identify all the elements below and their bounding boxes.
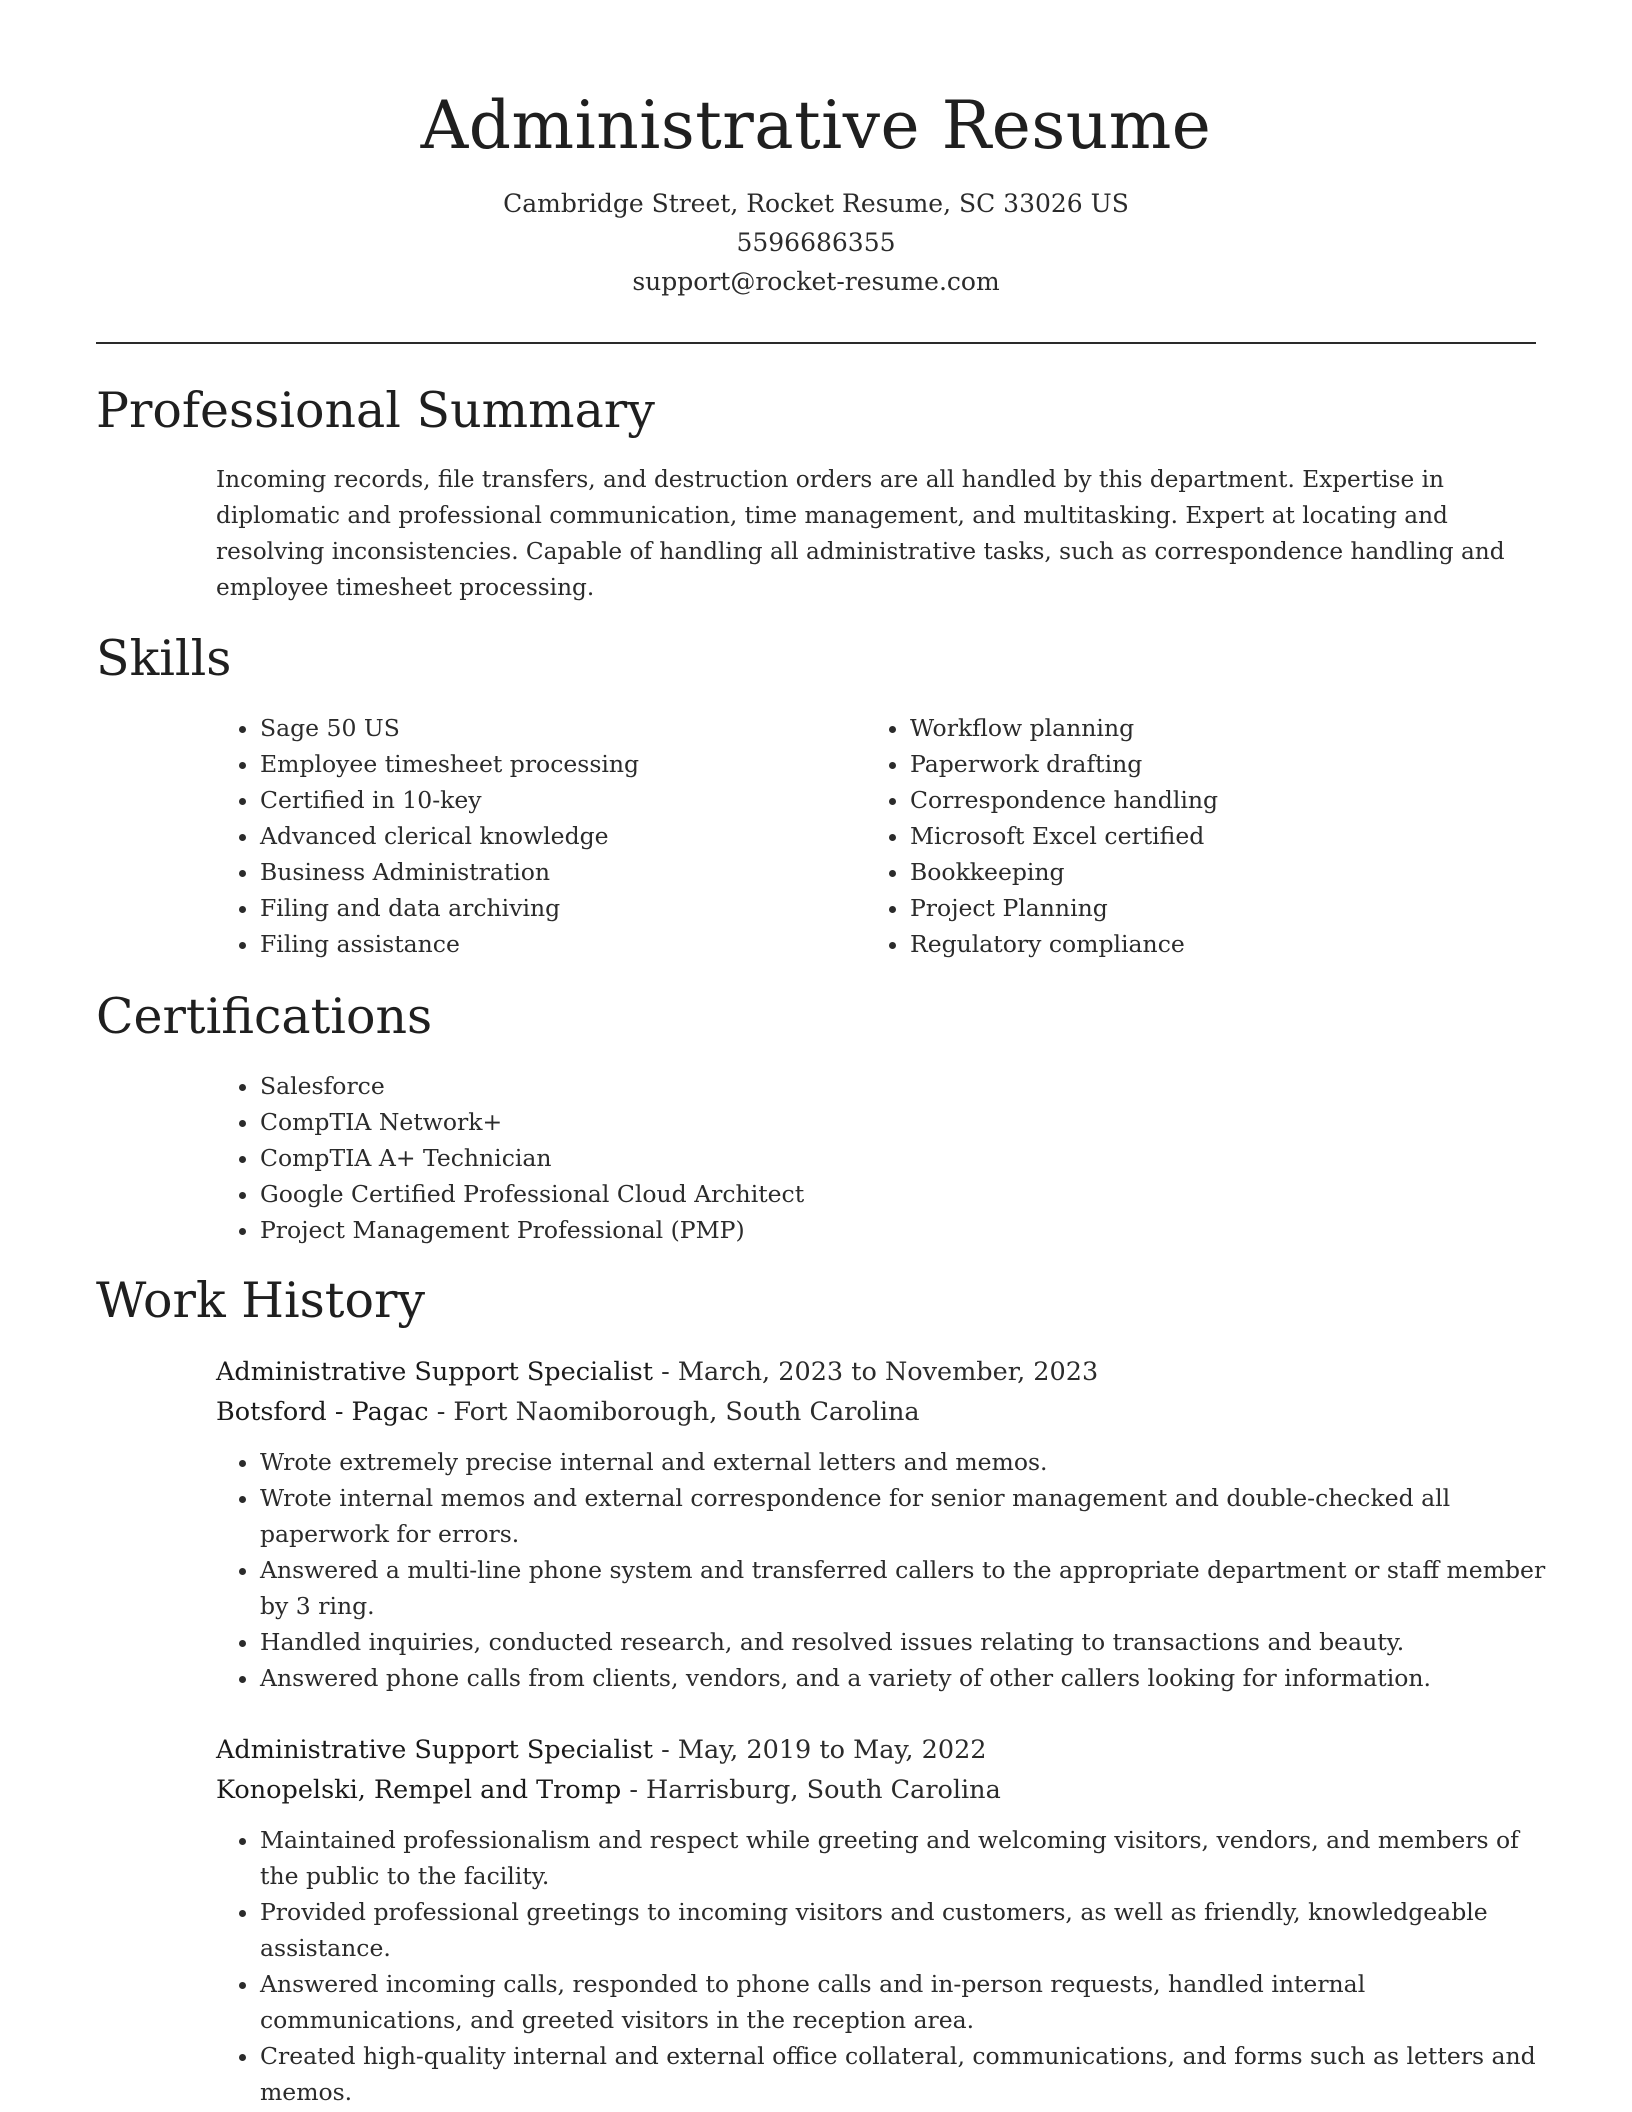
skill-item: • Bookkeeping (910, 854, 1526, 890)
certifications-list (216, 1068, 1416, 1248)
skill-item: • Workflow planning (910, 710, 1526, 746)
job-company-line (216, 1392, 1546, 1432)
certification-item: • Project Management Professional (PMP) (260, 1212, 1416, 1248)
job-bullet: • Maintained professionalism and respect while greeting and welcoming visitors, vendors, and members of the public to the facility. (260, 1822, 1546, 1894)
resume-header (0, 82, 1632, 301)
skills-column-left (216, 710, 816, 962)
job-location: - Harrisburg, South Carolina (621, 1775, 1001, 1805)
skills-column-right (866, 710, 1526, 962)
job-bullet: • Answered incoming calls, responded to phone calls and in-person requests, handled internal communications, and greeted visitors in the reception area. (260, 1966, 1546, 2038)
resume-title: Administrative Resume (420, 87, 1212, 164)
header-divider (96, 342, 1536, 344)
job-bullet: • Provided professional greetings to incoming visitors and customers, as well as friendly, knowledgeable assistance. (260, 1894, 1546, 1966)
job-bullets (216, 1822, 1546, 2110)
job-bullets (216, 1444, 1546, 1696)
job-dates: - May, 2019 to May, 2022 (653, 1735, 987, 1765)
contact-phone: 5596686355 (736, 228, 896, 257)
job-title-line (216, 1352, 1546, 1392)
skill-item: • Filing and data archiving (260, 890, 816, 926)
certification-item: • CompTIA Network+ (260, 1104, 1416, 1140)
skill-item: • Employee timesheet processing (260, 746, 816, 782)
job-company: Botsford - Pagac (216, 1397, 429, 1427)
skill-item: • Filing assistance (260, 926, 816, 962)
skill-item: • Correspondence handling (910, 782, 1526, 818)
job-company: Konopelski, Rempel and Tromp (216, 1775, 622, 1805)
certification-item: • Google Certified Professional Cloud Architect (260, 1176, 1416, 1212)
certification-item: • Salesforce (260, 1068, 1416, 1104)
skill-item: • Business Administration (260, 854, 816, 890)
job-title-line (216, 1730, 1546, 1770)
skills-heading: Skills (96, 630, 232, 687)
summary-heading: Professional Summary (96, 382, 655, 439)
job-title: Administrative Support Specialist (216, 1735, 653, 1765)
job-bullet: • Wrote extremely precise internal and external letters and memos. (260, 1444, 1546, 1480)
skill-item: • Sage 50 US (260, 710, 816, 746)
job-bullet: • Answered phone calls from clients, vendors, and a variety of other callers looking for information. (260, 1660, 1546, 1696)
contact-email: support@rocket-resume.com (632, 267, 1000, 296)
contact-address: Cambridge Street, Rocket Resume, SC 33026 US (503, 189, 1129, 218)
skill-item: • Regulatory compliance (910, 926, 1526, 962)
job-title: Administrative Support Specialist (216, 1357, 653, 1387)
skill-item: • Project Planning (910, 890, 1526, 926)
job-location: - Fort Naomiborough, South Carolina (428, 1397, 920, 1427)
certifications-heading: Certifications (96, 988, 433, 1045)
contact-block (0, 184, 1632, 301)
skill-item: • Microsoft Excel certified (910, 818, 1526, 854)
certifications-block (216, 1068, 1416, 1248)
skills-list-right (866, 710, 1526, 962)
job-dates: - March, 2023 to November, 2023 (653, 1357, 1099, 1387)
skills-list-left (216, 710, 816, 962)
job-entry (216, 1730, 1546, 2110)
skill-item: • Certified in 10-key (260, 782, 816, 818)
certification-item: • CompTIA A+ Technician (260, 1140, 1416, 1176)
work-history-heading: Work History (96, 1272, 426, 1329)
job-entry (216, 1352, 1546, 1696)
skill-item: • Advanced clerical knowledge (260, 818, 816, 854)
job-bullet: • Handled inquiries, conducted research, and resolved issues relating to transactions and beauty. (260, 1624, 1546, 1660)
job-bullet: • Answered a multi-line phone system and transferred callers to the appropriate department or staff member by 3 ring. (260, 1552, 1546, 1624)
job-bullet: • Wrote internal memos and external correspondence for senior management and double-checked all paperwork for errors. (260, 1480, 1546, 1552)
summary-text: Incoming records, file transfers, and destruction orders are all handled by this department. Expertise in diplomatic and professional communication, time management, and multitasking. Expert at locating and resolving inconsistencies. Capable of handling all administrative tasks, such as correspondence handling and employee timesheet processing. (216, 466, 1505, 601)
job-bullet: • Created high-quality internal and external office collateral, communications, and forms such as letters and memos. (260, 2038, 1546, 2110)
job-company-line (216, 1770, 1546, 1810)
skill-item: • Paperwork drafting (910, 746, 1526, 782)
